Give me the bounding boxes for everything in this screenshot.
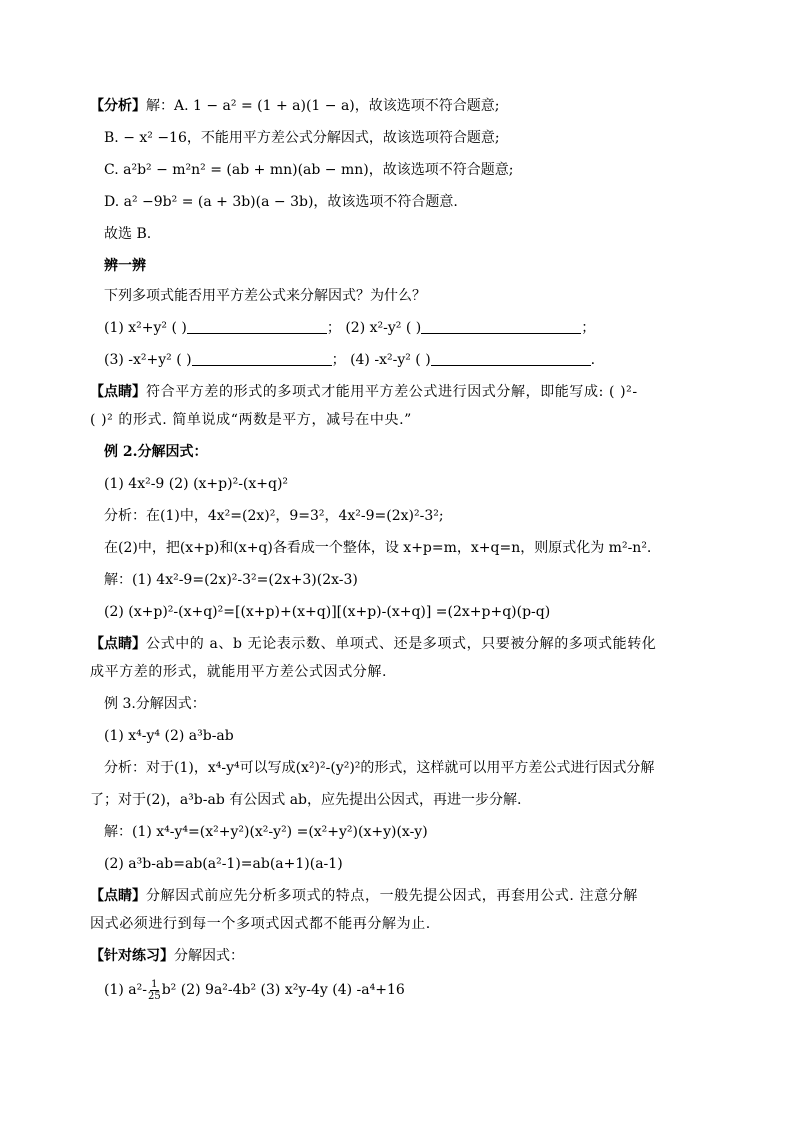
- example-2-problems: (1) 4x²-9 (2) (x+p)²-(x+q)²: [104, 476, 289, 492]
- dianjing-2-line-1: 【点睛】公式中的 a、b 无论表示数、单项式、还是多项式，只要被分解的多项式能转化: [90, 636, 657, 652]
- analysis-line-b: B. − x² −16，不能用平方差公式分解因式，故该选项符合题意;: [104, 130, 500, 146]
- example-3-solution-2: (2) a³b-ab=ab(a²-1)=ab(a+1)(a-1): [104, 856, 343, 872]
- dianjing-1-line-1: 【点睛】符合平方差的形式的多项式才能用平方差公式进行因式分解，即能写成: ( )²-: [90, 384, 638, 400]
- dianjing-3-line-2: 因式必须进行到每一个多项式因式都不能再分解为止.: [90, 916, 431, 932]
- answer-blank-3[interactable]: [192, 351, 332, 366]
- dianjing-3-line-1: 【点睛】分解因式前应先分析多项式的特点，一般先提公因式，再套用公式. 注意分解: [90, 888, 638, 904]
- bianyibian-heading: 辨一辨: [104, 258, 146, 274]
- answer-blank-4[interactable]: [431, 351, 591, 366]
- analysis-line-a: 【分析】解：A. 1 − a² = (1 + a)(1 − a)，故该选项不符合题意;: [90, 98, 500, 114]
- example-3-analysis-2: 了；对于(2)，a³b-ab 有公因式 ab，应先提出公因式，再进一步分解.: [90, 792, 522, 808]
- practice-problems: (1) a²- $\frac{1}{25}$ b² (2) 9a²-4b² (3) x²y-4y (4) -a⁴+16: [104, 978, 405, 1002]
- example-2-analysis-1: 分析：在(1)中，4x²=(2x)²，9=3²，4x²-9=(2x)²-3²;: [104, 508, 444, 524]
- practice-heading: 【针对练习】分解因式：: [90, 948, 244, 964]
- example-3-solution-1: 解：(1) x⁴-y⁴=(x²+y²)(x²-y²) =(x²+y²)(x+y)(x-y): [104, 824, 428, 840]
- answer-blank-1[interactable]: [187, 319, 327, 334]
- bianyibian-row-2: (3) -x²+y² ( ) ； (4) -x²-y² ( ) .: [104, 352, 596, 368]
- example-2-title: 例 2.分解因式：: [104, 444, 208, 460]
- dianjing-2-line-2: 成平方差的形式，就能用平方差公式因式分解.: [90, 664, 388, 680]
- bianyibian-row-1: (1) x²+y² ( ) ； (2) x²-y² ( ) ；: [104, 320, 596, 336]
- fraction: $\frac{1}{25}$: [147, 978, 161, 1002]
- example-3-problems: (1) x⁴-y⁴ (2) a³b-ab: [104, 728, 234, 744]
- analysis-label: 【分析】: [90, 98, 146, 114]
- example-2-solution-1: 解：(1) 4x²-9=(2x)²-3²=(2x+3)(2x-3): [104, 572, 358, 588]
- example-2-analysis-2: 在(2)中，把(x+p)和(x+q)各看成一个整体，设 x+p=m，x+q=n，则原式化为 m²-n².: [104, 540, 652, 556]
- example-2-solution-2: (2) (x+p)²-(x+q)²=[(x+p)+(x+q)][(x+p)-(x+q)] =(2x+p+q)(p-q): [104, 604, 551, 620]
- dianjing-1-line-2: ( )² 的形式. 简单说成“两数是平方，减号在中央.”: [90, 412, 412, 428]
- example-3-analysis-1: 分析：对于(1)，x⁴-y⁴可以写成(x²)²-(y²)²的形式，这样就可以用平方差公式进行因式分解: [104, 760, 655, 776]
- analysis-line-d: D. a² −9b² = (a + 3b)(a − 3b)，故该选项不符合题意.: [104, 194, 458, 210]
- analysis-line-c: C. a²b² − m²n² = (ab + mn)(ab − mn)，故该选项不符合题意;: [104, 162, 514, 178]
- answer-blank-2[interactable]: [421, 319, 581, 334]
- analysis-choose: 故选 B.: [104, 226, 152, 242]
- example-3-title: 例 3.分解因式：: [104, 696, 206, 712]
- bianyibian-question: 下列多项式能否用平方差公式来分解因式？为什么？: [104, 288, 426, 304]
